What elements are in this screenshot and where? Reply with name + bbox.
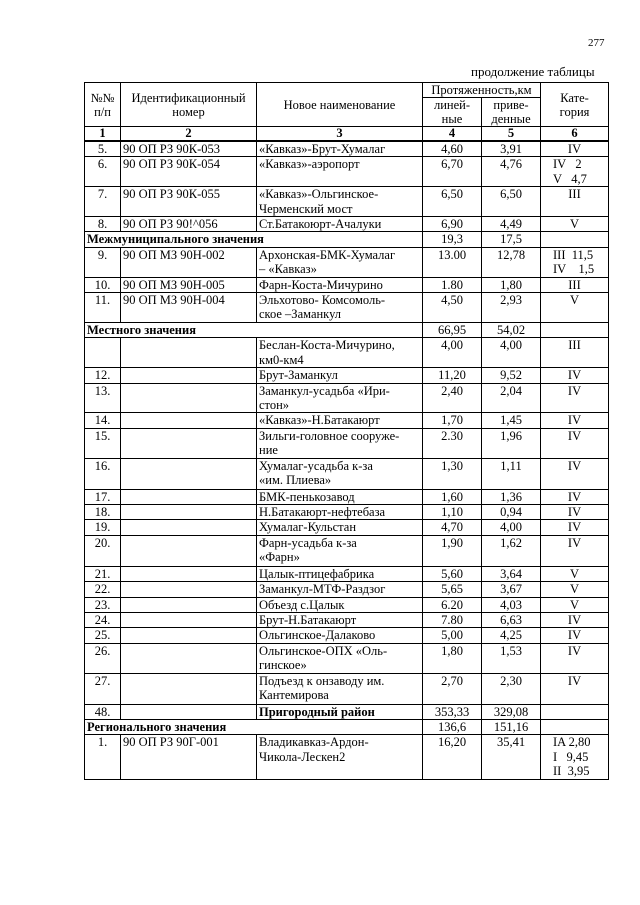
row-linear-km: 16,20 [423,735,482,779]
row-name [257,368,423,383]
row-name-line: «Кавказ»-Ольгинское- [259,187,379,202]
row-name [257,187,423,217]
row-number: 15. [85,428,121,458]
row-category-line: V [570,566,580,581]
row-name-line: Заманкул-усадьба «Ири- [259,383,390,398]
row-reduced-km: 4,25 [482,628,541,643]
row-name [257,582,423,597]
row-category [541,247,609,277]
row-name [257,247,423,277]
row-category [541,612,609,627]
row-identifier: 90 ОП МЗ 90Н-004 [121,293,257,323]
row-number: 7. [85,187,121,217]
row-name [257,217,423,232]
row-number: 21. [85,566,121,581]
row-category-line: V [570,293,580,308]
row-number: 25. [85,628,121,643]
row-category-line: IV [567,628,582,643]
row-category-line: IV [567,535,582,550]
column-number: 1 [85,127,121,142]
continuation-label: продолжение таблицы [471,64,595,79]
row-name-line: Хумалаг-Кульстан [259,520,357,535]
row-category-line: III 11,5 [553,247,594,262]
roads-table [84,82,609,780]
row-identifier: 90 ОП РЗ 90К-055 [121,187,257,217]
section-linear-total: 19,3 [423,232,482,247]
row-name [257,293,423,323]
column-numbers-row [85,127,609,142]
row-name-line: Фарн-усадьба к-за [259,535,357,550]
row-name [257,612,423,627]
row-category [541,489,609,504]
header-id: Идентификационный номер [121,83,257,127]
row-linear-km: 353,33 [423,704,482,719]
row-name-line: Ст.Батакоюрт-Ачалуки [259,217,382,232]
row-name-line: Пригородный район [259,704,375,719]
row-name [257,704,423,719]
row-identifier: 90 ОП РЗ 90!^056 [121,217,257,232]
row-reduced-km: 3,91 [482,141,541,157]
table-row [85,277,609,292]
empty-cell [541,322,609,337]
table-row [85,673,609,704]
row-category-line: I 9,45 [553,749,589,764]
row-number: 18. [85,504,121,519]
table-row [85,187,609,217]
row-linear-km: 7.80 [423,612,482,627]
row-linear-km: 1,90 [423,535,482,566]
row-category-line: III [568,187,581,202]
row-category-line: IV [567,643,582,658]
row-number: 16. [85,458,121,489]
table-row [85,413,609,428]
row-number: 26. [85,643,121,673]
row-category [541,704,609,719]
row-reduced-km: 2,04 [482,383,541,413]
row-name [257,413,423,428]
row-reduced-km: 3,67 [482,582,541,597]
row-category [541,597,609,612]
table-row [85,368,609,383]
section-linear-total: 136,6 [423,720,482,735]
row-category-line: II 3,95 [553,764,590,779]
column-number: 6 [541,127,609,142]
row-name [257,673,423,704]
row-reduced-km: 4,49 [482,217,541,232]
table-row [85,458,609,489]
row-category [541,428,609,458]
row-number: 10. [85,277,121,292]
row-name [257,458,423,489]
table-row [85,520,609,535]
row-category [541,383,609,413]
table-row [85,612,609,627]
row-name-line: Кантемирова [259,688,329,702]
row-category-line: V [570,597,580,612]
row-number: 20. [85,535,121,566]
row-category-line: IV [567,428,582,443]
row-number: 9. [85,247,121,277]
column-number: 4 [423,127,482,142]
row-category [541,628,609,643]
row-number: 48. [85,704,121,719]
table-row [85,582,609,597]
row-reduced-km: 3,64 [482,566,541,581]
row-reduced-km: 0,94 [482,504,541,519]
row-linear-km: 11,20 [423,368,482,383]
row-category-line: IV [567,520,582,535]
section-label: Регионального значения [85,720,423,735]
row-reduced-km: 6,63 [482,612,541,627]
row-linear-km: 5,65 [423,582,482,597]
row-reduced-km: 6,50 [482,187,541,217]
row-reduced-km: 12,78 [482,247,541,277]
row-name [257,735,423,779]
header-name: Новое наименование [257,83,423,127]
row-name-line: БМК-пенькозавод [259,489,355,504]
row-reduced-km: 1,96 [482,428,541,458]
row-category-line: IV 1,5 [553,262,595,277]
row-name [257,597,423,612]
row-category [541,187,609,217]
row-number [85,338,121,368]
row-name-line: Черменский мост [259,201,353,216]
row-identifier [121,535,257,566]
row-identifier [121,597,257,612]
row-identifier [121,643,257,673]
row-reduced-km: 35,41 [482,735,541,779]
row-reduced-km: 4,76 [482,157,541,187]
row-name-line: Беслан-Коста-Мичурино, [259,338,395,353]
table-row [85,566,609,581]
row-identifier [121,566,257,581]
row-category [541,643,609,673]
row-name-line: Брут-Заманкул [259,368,338,383]
row-category-line: IV [567,413,582,428]
row-category [541,368,609,383]
row-reduced-km: 1,53 [482,643,541,673]
table-row [85,643,609,673]
row-linear-km: 5,00 [423,628,482,643]
row-category-line: IV 2 [553,157,582,172]
row-identifier [121,582,257,597]
row-name-line: км0-км4 [259,352,304,367]
row-category [541,735,609,779]
row-linear-km: 13.00 [423,247,482,277]
row-identifier: 90 ОП РЗ 90К-053 [121,141,257,157]
row-linear-km: 1,80 [423,643,482,673]
header-category: Кате- гория [541,83,609,127]
row-name-line: гинское» [259,658,307,673]
row-identifier [121,428,257,458]
row-number: 22. [85,582,121,597]
table-row [85,293,609,323]
row-category [541,520,609,535]
row-category-line: IV [567,612,582,627]
row-name-line: Подъезд к онзаводу им. [259,673,385,688]
empty-cell [541,720,609,735]
row-linear-km: 2,70 [423,673,482,704]
column-number: 2 [121,127,257,142]
row-linear-km: 4,70 [423,520,482,535]
table-row [85,383,609,413]
table-row [85,628,609,643]
row-identifier [121,520,257,535]
row-category [541,673,609,704]
row-number: 17. [85,489,121,504]
row-identifier [121,628,257,643]
row-category [541,141,609,157]
row-name-line: «Кавказ»-аэропорт [259,157,360,172]
row-reduced-km: 1,36 [482,489,541,504]
table-row [85,338,609,368]
row-name-line: Н.Батакаюрт-нефтебаза [259,504,386,519]
row-name [257,566,423,581]
row-linear-km: 1,30 [423,458,482,489]
section-row [85,720,609,735]
row-linear-km: 2.30 [423,428,482,458]
row-category-line: IV [567,142,582,156]
row-linear-km: 1,10 [423,504,482,519]
row-name [257,643,423,673]
row-category-line: IV [567,673,582,688]
row-name [257,504,423,519]
row-reduced-km: 1,45 [482,413,541,428]
row-reduced-km: 4,00 [482,520,541,535]
row-number: 24. [85,612,121,627]
row-name [257,141,423,157]
row-identifier: 90 ОП РЗ 90Г-001 [121,735,257,779]
row-number: 5. [85,141,121,157]
row-name [257,628,423,643]
row-identifier: 90 ОП МЗ 90Н-002 [121,247,257,277]
row-category-line: IA 2,80 [553,735,591,750]
row-name-line: Цалык-птицефабрика [259,566,375,581]
row-identifier [121,458,257,489]
row-linear-km: 5,60 [423,566,482,581]
row-name-line: Ольгинское-ОПХ «Оль- [259,643,388,658]
row-name-line: «Кавказ»-Н.Батакаюрт [259,413,380,428]
section-linear-total: 66,95 [423,322,482,337]
row-number: 27. [85,673,121,704]
row-category-line: IV [567,504,582,519]
row-name [257,535,423,566]
header-num: №№ п/п [85,83,121,127]
row-name [257,428,423,458]
table-row [85,157,609,187]
row-reduced-km: 4,03 [482,597,541,612]
row-name-line: Эльхотово- Комсомоль- [259,293,386,308]
row-category [541,293,609,323]
header-linear: линей- ные [423,98,482,127]
table-row [85,735,609,779]
row-identifier [121,489,257,504]
row-reduced-km: 2,93 [482,293,541,323]
row-number: 23. [85,597,121,612]
row-name-line: Фарн-Коста-Мичурино [259,277,383,292]
table-row [85,141,609,157]
section-reduced-total: 54,02 [482,322,541,337]
row-category-line: V 4,7 [553,171,587,186]
row-category-line: IV [567,458,582,473]
row-number: 12. [85,368,121,383]
row-name-line: Хумалаг-усадьба к-за [259,458,373,473]
row-linear-km: 6,50 [423,187,482,217]
table-row [85,217,609,232]
row-name-line: Чикола-Лескен2 [259,749,346,764]
row-category [541,458,609,489]
row-identifier: 90 ОП МЗ 90Н-005 [121,277,257,292]
row-name-line: ское –Заманкул [259,307,342,322]
page-number: 277 [588,37,605,49]
row-reduced-km: 1,62 [482,535,541,566]
row-category-line: IV [567,383,582,398]
row-linear-km: 1,60 [423,489,482,504]
row-name-line: Владикавказ-Ардон- [259,735,369,750]
row-identifier [121,504,257,519]
section-reduced-total: 17,5 [482,232,541,247]
empty-cell [541,232,609,247]
row-category [541,217,609,232]
row-category-line: III [568,277,581,292]
row-name-line: стон» [259,397,290,412]
table-row [85,428,609,458]
row-linear-km: 6.20 [423,597,482,612]
row-reduced-km: 1,11 [482,458,541,489]
row-linear-km: 2,40 [423,383,482,413]
header-reduced: приве- денные [482,98,541,127]
row-identifier [121,673,257,704]
row-name-line: Архонская-БМК-Хумалаг [259,247,396,262]
table-row [85,504,609,519]
row-category [541,582,609,597]
row-name-line: «Фарн» [259,550,300,565]
row-name-line: Заманкул-МТФ-Раздзог [259,582,386,597]
row-linear-km: 4,00 [423,338,482,368]
section-label: Межмуниципального значения [85,232,423,247]
row-linear-km: 1.80 [423,277,482,292]
row-identifier [121,338,257,368]
column-number: 3 [257,127,423,142]
table-row [85,247,609,277]
section-row [85,322,609,337]
row-number: 6. [85,157,121,187]
row-name [257,157,423,187]
header-length: Протяженность,км [423,83,541,98]
row-category [541,338,609,368]
column-number: 5 [482,127,541,142]
row-category-line: III [568,338,581,353]
row-identifier [121,368,257,383]
row-identifier [121,413,257,428]
row-identifier [121,704,257,719]
row-linear-km: 4,50 [423,293,482,323]
row-reduced-km: 329,08 [482,704,541,719]
section-row [85,232,609,247]
row-linear-km: 6,90 [423,217,482,232]
row-name-line: ние [259,443,278,458]
row-reduced-km: 1,80 [482,277,541,292]
row-category-line: V [570,217,580,232]
row-name [257,520,423,535]
row-number: 1. [85,735,121,779]
row-number: 14. [85,413,121,428]
table-body [85,141,609,779]
row-name-line: Ольгинское-Далаково [259,628,376,643]
table-row [85,704,609,719]
row-name-line: Брут-Н.Батакаюрт [259,612,357,627]
row-name [257,338,423,368]
row-category [541,413,609,428]
row-category-line: V [570,582,580,597]
row-reduced-km: 2,30 [482,673,541,704]
table-row [85,535,609,566]
row-category [541,566,609,581]
row-name-line: – «Кавказ» [259,262,317,277]
row-reduced-km: 9,52 [482,368,541,383]
table-row [85,597,609,612]
row-name-line: Объезд с.Цалык [259,597,345,612]
row-number: 19. [85,520,121,535]
row-identifier: 90 ОП РЗ 90К-054 [121,157,257,187]
row-linear-km: 4,60 [423,141,482,157]
section-reduced-total: 151,16 [482,720,541,735]
table-row [85,489,609,504]
row-category [541,535,609,566]
row-category [541,277,609,292]
row-name-line: «им. Плиева» [259,472,332,487]
row-number: 13. [85,383,121,413]
row-name-line: «Кавказ»-Брут-Хумалаг [259,142,386,156]
row-reduced-km: 4,00 [482,338,541,368]
row-name-line: Зильги-головное сооруже- [259,428,400,443]
row-number: 11. [85,293,121,323]
row-identifier [121,612,257,627]
section-label: Местного значения [85,322,423,337]
row-linear-km: 1,70 [423,413,482,428]
row-name [257,277,423,292]
row-name [257,383,423,413]
row-name [257,489,423,504]
row-category-line: IV [567,489,582,504]
row-category-line: IV [567,368,582,383]
row-linear-km: 6,70 [423,157,482,187]
row-identifier [121,383,257,413]
row-category [541,157,609,187]
row-number: 8. [85,217,121,232]
row-category [541,504,609,519]
